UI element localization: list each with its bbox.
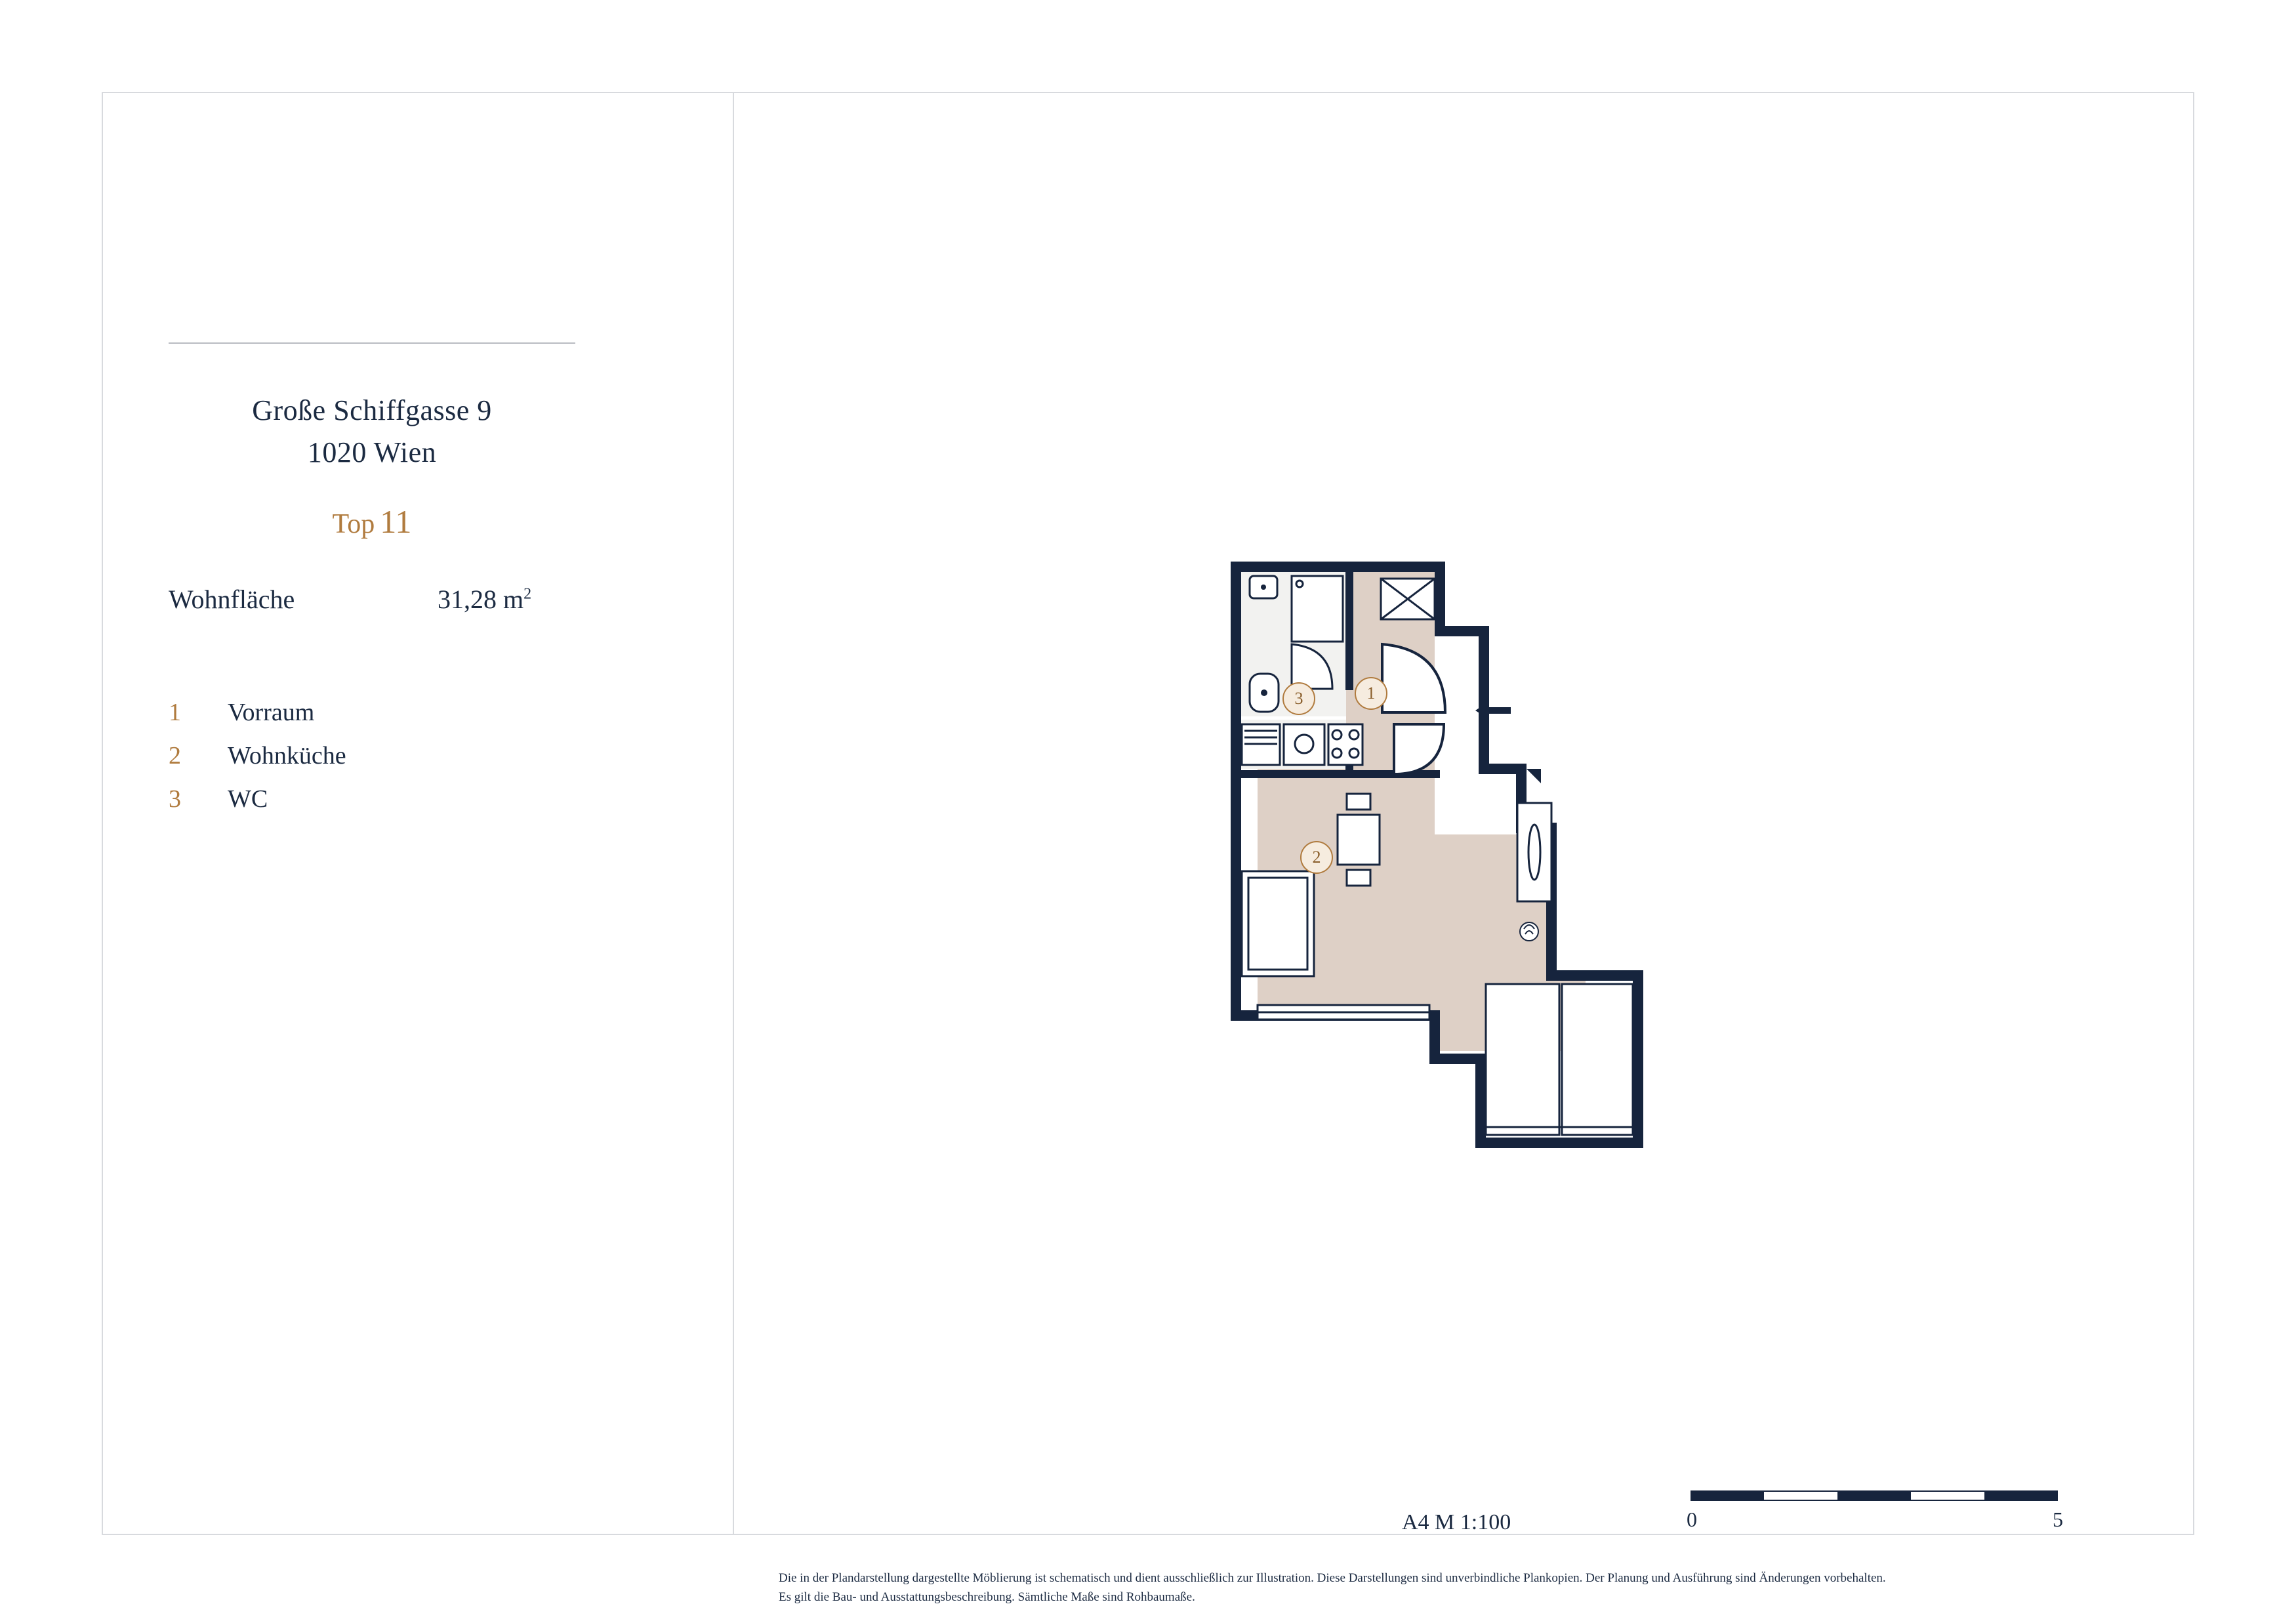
room-legend: [169, 700, 575, 812]
interior-door: [1394, 724, 1444, 774]
room-tag-2: [1300, 841, 1333, 874]
balcony-doors: [1486, 984, 1633, 1135]
wardrobe-icon: [1517, 803, 1551, 901]
legend-item-wc: [169, 787, 575, 812]
legend-item-vorraum: [169, 700, 575, 725]
legend-number: 1: [169, 698, 181, 726]
wall-nib: [1527, 769, 1541, 783]
room-tag-number: 1: [1366, 684, 1376, 703]
format-scale-label: A4 M 1:100: [1402, 1510, 1511, 1534]
legend-label: Vorraum: [228, 698, 315, 726]
legend-item-wohnkueche: [169, 743, 575, 768]
entry-door: [1382, 644, 1445, 712]
room-tag-number: 2: [1312, 848, 1321, 867]
legend-label: WC: [228, 785, 268, 813]
panel-divider: [733, 93, 734, 1534]
unit-designation: [169, 503, 575, 541]
closet-hatch: [1381, 579, 1435, 619]
living-area-value: [438, 584, 531, 615]
living-area-unit-exponent: 2: [523, 585, 532, 603]
plan-sheet: [102, 92, 2194, 1604]
legend-number: 3: [169, 785, 181, 813]
floor-plan-drawing: [1218, 552, 1809, 1208]
unit-number: 11: [380, 503, 412, 540]
chair-icon: [1347, 870, 1370, 886]
sofa-icon: [1242, 871, 1314, 976]
room-tag-3: [1282, 682, 1315, 715]
living-area-row: [169, 584, 575, 615]
plant-icon: [1520, 922, 1538, 941]
address-line-1: Große Schiffgasse 9: [252, 394, 492, 426]
scale-bar-segments: [1687, 1490, 2063, 1531]
window-band: [1258, 1005, 1429, 1019]
title-rule: [169, 342, 575, 344]
info-panel: [169, 342, 628, 830]
kitchen-fixtures: [1242, 724, 1363, 765]
living-area-label: Wohnfläche: [169, 584, 295, 614]
chair-icon: [1347, 794, 1370, 810]
room-tag-1: [1355, 677, 1387, 710]
legend-label: Wohnküche: [228, 741, 346, 770]
room-tag-number: 3: [1294, 689, 1303, 708]
disclaimer-text: Die in der Plandarstellung dargestellte Möblierung ist schematisch und dient ausschließlich zur Illustration. Diese Darstellungen sind unverbindliche Plankopien. Der Planung und Ausführung sind Änderungen vorbehalten. Es gilt die Bau- und Ausstattungsbeschreibung. Sämtliche Maße sind Rohbaumaße.: [779, 1571, 1886, 1604]
scale-start-label: 0: [1687, 1508, 1697, 1531]
scale-bar: [1687, 1490, 2071, 1531]
dining-table-icon: [1338, 815, 1380, 865]
living-area-number: 31,28 m: [438, 584, 524, 614]
legend-number: 2: [169, 741, 181, 770]
unit-prefix: Top: [332, 508, 375, 539]
scale-end-label: 5: [2053, 1508, 2063, 1531]
address-line-2: 1020 Wien: [307, 436, 437, 468]
